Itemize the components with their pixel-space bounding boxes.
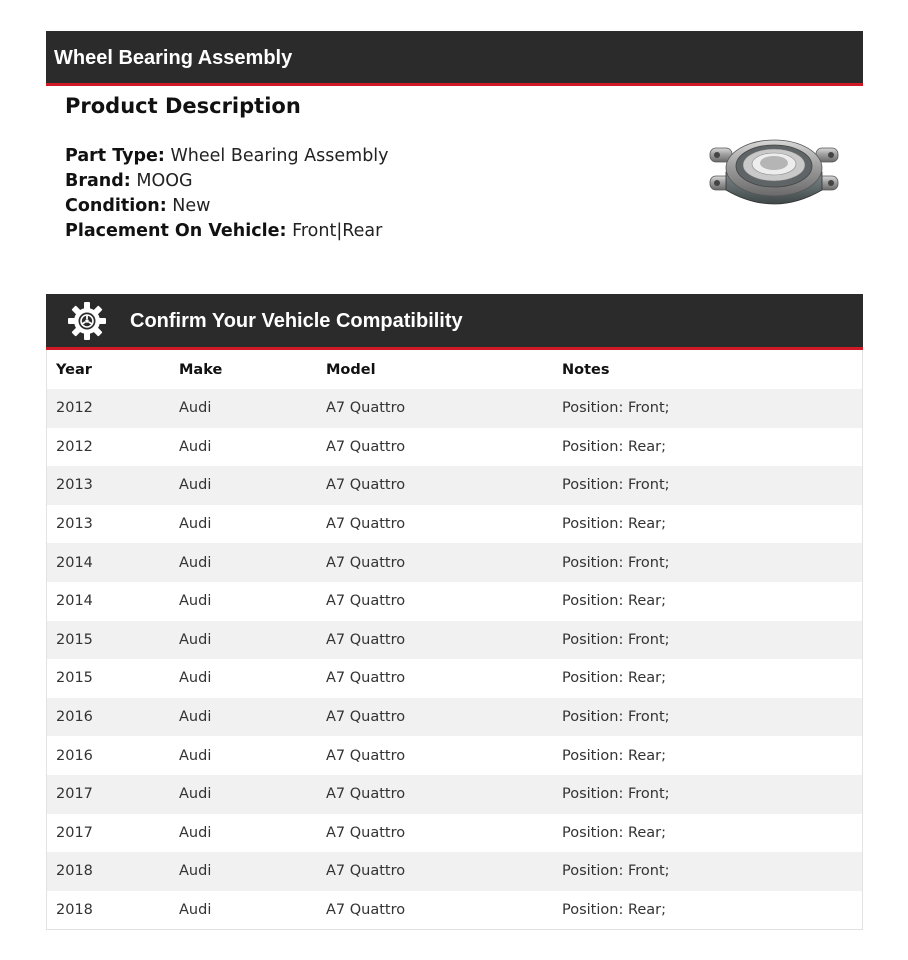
cell-notes: Position: Rear; (562, 438, 667, 455)
cell-make: Audi (179, 438, 212, 455)
cell-model: A7 Quattro (326, 593, 406, 610)
gear-icon (66, 300, 108, 342)
compatibility-title: Confirm Your Vehicle Compatibility (130, 310, 463, 332)
table-row (47, 736, 862, 775)
cell-year: 2017 (56, 786, 93, 803)
spec-value: Front|Rear (292, 221, 383, 241)
cell-year: 2018 (56, 863, 93, 880)
table-row (47, 428, 862, 467)
cell-model: A7 Quattro (326, 631, 406, 648)
cell-make: Audi (179, 824, 212, 841)
table-header-row (47, 350, 862, 389)
cell-make: Audi (179, 747, 212, 764)
column-header-make: Make (179, 361, 223, 378)
table-row (47, 466, 862, 505)
product-description-heading: Product Description (65, 94, 301, 118)
cell-model: A7 Quattro (326, 902, 406, 919)
spec-value: New (172, 196, 211, 216)
cell-make: Audi (179, 902, 212, 919)
cell-model: A7 Quattro (326, 786, 406, 803)
wheel-bearing-image (704, 132, 844, 216)
cell-make: Audi (179, 709, 212, 726)
column-header-model: Model (326, 361, 376, 378)
cell-notes: Position: Rear; (562, 824, 667, 841)
table-row (47, 814, 862, 853)
table-row (47, 389, 862, 428)
cell-year: 2012 (56, 438, 93, 455)
cell-notes: Position: Front; (562, 863, 670, 880)
table-row (47, 698, 862, 737)
column-header-notes: Notes (562, 361, 610, 378)
cell-make: Audi (179, 863, 212, 880)
cell-notes: Position: Rear; (562, 747, 667, 764)
cell-year: 2016 (56, 747, 93, 764)
cell-make: Audi (179, 516, 212, 533)
table-row (47, 621, 862, 660)
cell-notes: Position: Front; (562, 631, 670, 648)
spec-label: Placement On Vehicle: (65, 221, 287, 241)
cell-make: Audi (179, 670, 212, 687)
cell-model: A7 Quattro (326, 670, 406, 687)
cell-notes: Position: Front; (562, 400, 670, 417)
table-row (47, 775, 862, 814)
cell-year: 2012 (56, 400, 93, 417)
cell-notes: Position: Front; (562, 554, 670, 571)
cell-year: 2015 (56, 670, 93, 687)
table-row (47, 505, 862, 544)
cell-year: 2016 (56, 709, 93, 726)
table-row (47, 891, 862, 930)
cell-model: A7 Quattro (326, 438, 406, 455)
table-row (47, 582, 862, 621)
compatibility-bar (46, 294, 863, 350)
title-bar-title: Wheel Bearing Assembly (54, 46, 293, 69)
table-row (47, 852, 862, 891)
cell-model: A7 Quattro (326, 824, 406, 841)
cell-notes: Position: Rear; (562, 670, 667, 687)
cell-model: A7 Quattro (326, 709, 406, 726)
wheel-bearing-illustration (704, 132, 844, 216)
cell-model: A7 Quattro (326, 477, 406, 494)
spec-label: Part Type: (65, 146, 165, 166)
cell-notes: Position: Rear; (562, 902, 667, 919)
cell-make: Audi (179, 554, 212, 571)
cell-year: 2017 (56, 824, 93, 841)
cell-notes: Position: Rear; (562, 516, 667, 533)
cell-year: 2018 (56, 902, 93, 919)
cell-model: A7 Quattro (326, 554, 406, 571)
cell-make: Audi (179, 593, 212, 610)
spec-value: Wheel Bearing Assembly (170, 146, 389, 166)
cell-notes: Position: Front; (562, 477, 670, 494)
cell-model: A7 Quattro (326, 747, 406, 764)
spec-label: Condition: (65, 196, 167, 216)
cell-make: Audi (179, 400, 212, 417)
cell-notes: Position: Rear; (562, 593, 667, 610)
cell-model: A7 Quattro (326, 516, 406, 533)
table-row (47, 543, 862, 582)
cell-year: 2014 (56, 593, 93, 610)
cell-year: 2013 (56, 516, 93, 533)
cell-make: Audi (179, 477, 212, 494)
column-header-year: Year (56, 361, 92, 378)
cell-notes: Position: Front; (562, 709, 670, 726)
compatibility-table (46, 350, 863, 930)
title-bar (46, 31, 863, 86)
spec-value: MOOG (136, 171, 193, 191)
cell-year: 2014 (56, 554, 93, 571)
cell-model: A7 Quattro (326, 400, 406, 417)
cell-year: 2015 (56, 631, 93, 648)
spec-placement (65, 219, 845, 244)
table-row (47, 659, 862, 698)
cell-year: 2013 (56, 477, 93, 494)
cell-model: A7 Quattro (326, 863, 406, 880)
spec-label: Brand: (65, 171, 131, 191)
cell-make: Audi (179, 631, 212, 648)
cell-make: Audi (179, 786, 212, 803)
cell-notes: Position: Front; (562, 786, 670, 803)
